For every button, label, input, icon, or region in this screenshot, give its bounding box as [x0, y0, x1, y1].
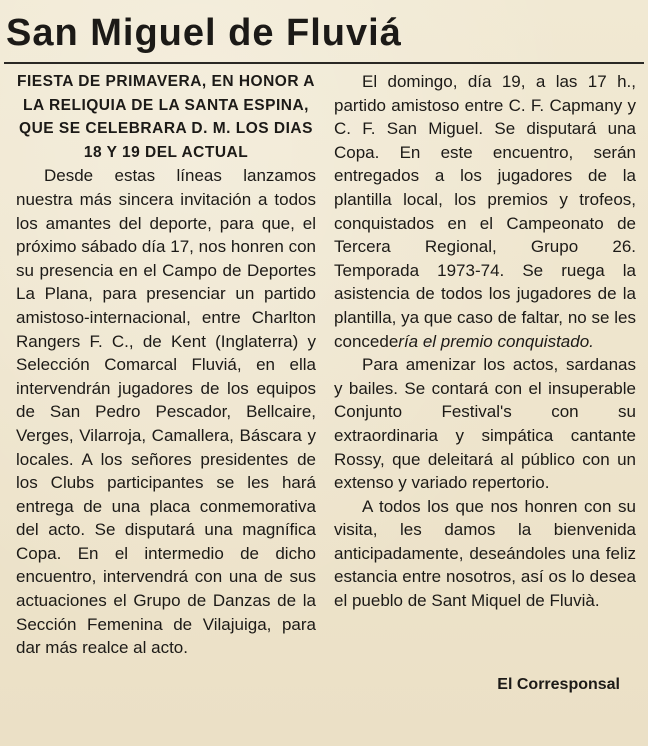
- body-paragraph-3: Para amenizar los actos, sardanas y bailes. Se contará con el insuperable Conjunto Festival's con su extraordinaria y simpática cantante Rossy, que deleitará al público con un extenso y variado repertorio.: [334, 355, 636, 493]
- body-paragraph-2-text: El domingo, día 19, a las 17 h., partido amistoso entre C. F. Capmany y C. F. San Miguel. Se disputará una Copa. En este encuentro, serán entregados a los jugadores de la plantilla local, los premios y trofeos, conquistados en el Campeonato de Tercera Regional, Grupo 26. Temporada 1973-74. Se ruega la asistencia de todos los jugadores de la plantilla, ya que caso de faltar, no se les concede: [334, 72, 636, 351]
- body-paragraph-2: [334, 70, 636, 353]
- article-title: San Miguel de Fluviá: [6, 12, 402, 54]
- title-rule: [4, 62, 644, 64]
- article-headline: FIESTA DE PRIMAVERA, EN HONOR A LA RELIQUIA DE LA SANTA ESPINA, QUE SE CELEBRARA D. M. LOS DIAS 18 Y 19 DEL ACTUAL: [17, 73, 315, 161]
- body-paragraph-2-italic-text: ría el premio conquistado.: [398, 331, 594, 351]
- body-paragraph-4: A todos los que nos honren con su visita, les damos la bienvenida anticipadamente, deseándoles una feliz estancia entre nosotros, así os lo desea el pueblo de Sant Miquel de Fluvià.: [334, 496, 636, 611]
- left-column: [16, 70, 316, 660]
- right-column: [334, 70, 636, 613]
- signature: El Corresponsal: [497, 676, 620, 693]
- body-paragraph-1: Desde estas líneas lanzamos nuestra más sincera invitación a todos los amantes del deporte, para que, el próximo sábado día 17, nos honren con su presencia en el Campo de Deportes La Plana, para presenciar un partido amistoso-internacional, entre Charlton Rangers F. C., de Kent (Inglaterra) y Selección Comarcal Fluviá, en ella intervendrán jugadores de los equipos de San Pedro Pescador, Bellcaire, Verges, Vilarroja, Camallera, Báscara y locales. A los señores presidentes de los Clubs participantes se les hará entrega de una placa conmemorativa del acto. Se disputará una magnífica Copa. En el intermedio de dicho encuentro, intervendrá con una de sus actuaciones el Grupo de Danzas de la Sección Femenina de Vilajuiga, para dar más realce al acto.: [16, 166, 316, 658]
